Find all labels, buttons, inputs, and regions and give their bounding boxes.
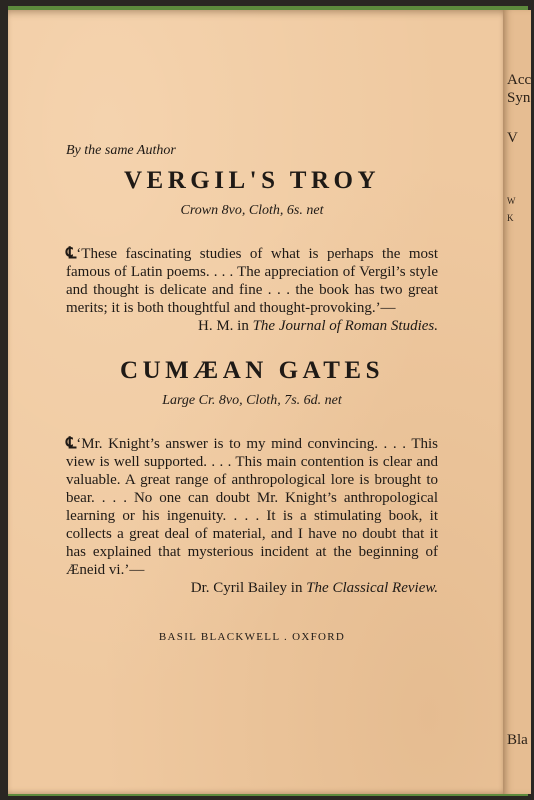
publisher-imprint: BASIL BLACKWELL . OXFORD (158, 631, 346, 643)
edition-note: Large Cr. 8vo, Cloth, 7s. 6d. net (162, 393, 342, 408)
paragraph-mark-icon: ℄ (66, 245, 77, 262)
book-title-cumaean-gates: CUMÆAN GATES (120, 357, 384, 384)
paragraph-mark-icon: ℄ (66, 435, 77, 452)
spine-text-fragment: V (507, 130, 518, 146)
review-text: ‘Mr. Knight’s answer is to my mind convincing. . . . This view is well supported. . . . This main contention is clear and valuable. A great range of anthropological lore is brought to bear. . . . No one can doubt Mr. Knight’s anthropological learning or his ingenuity. . . . It is a stimulating book, it collects a great deal of material, and I have no doubt that it has explained that mysterious incident at the beginning of Æneid vi.’— (66, 436, 438, 578)
byline: By the same Author (66, 143, 176, 158)
review-attribution (66, 317, 438, 335)
edition-note: Crown 8vo, Cloth, 6s. net (180, 203, 324, 218)
spine-text-fragment: Syn (507, 90, 531, 106)
review-attribution (66, 579, 438, 597)
review-paragraph (66, 245, 438, 317)
attribution-prefix: Dr. Cyril Bailey in (190, 580, 307, 596)
attribution-source: The Classical Review. (306, 580, 438, 596)
review-paragraph (66, 435, 438, 579)
review-text: ‘These fascinating studies of what is perhaps the most famous of Latin poems. . . . The appreciation of Vergil’s style and thought is delicate and fine . . . the book has two great merits; it is both thoughtful and thought-provoking.’— (66, 246, 438, 316)
book-title-vergils-troy: VERGIL'S TROY (123, 167, 380, 194)
spine-text-fragment: Acc (507, 72, 531, 88)
attribution-prefix: H. M. in (198, 318, 253, 334)
spine-edge (503, 10, 531, 794)
spine-text-fragment: W (507, 196, 516, 206)
spine-text-fragment: Bla (507, 732, 528, 748)
spine-text-fragment: K (507, 213, 514, 223)
cover-text-block (66, 143, 438, 643)
attribution-source: The Journal of Roman Studies. (252, 318, 438, 334)
